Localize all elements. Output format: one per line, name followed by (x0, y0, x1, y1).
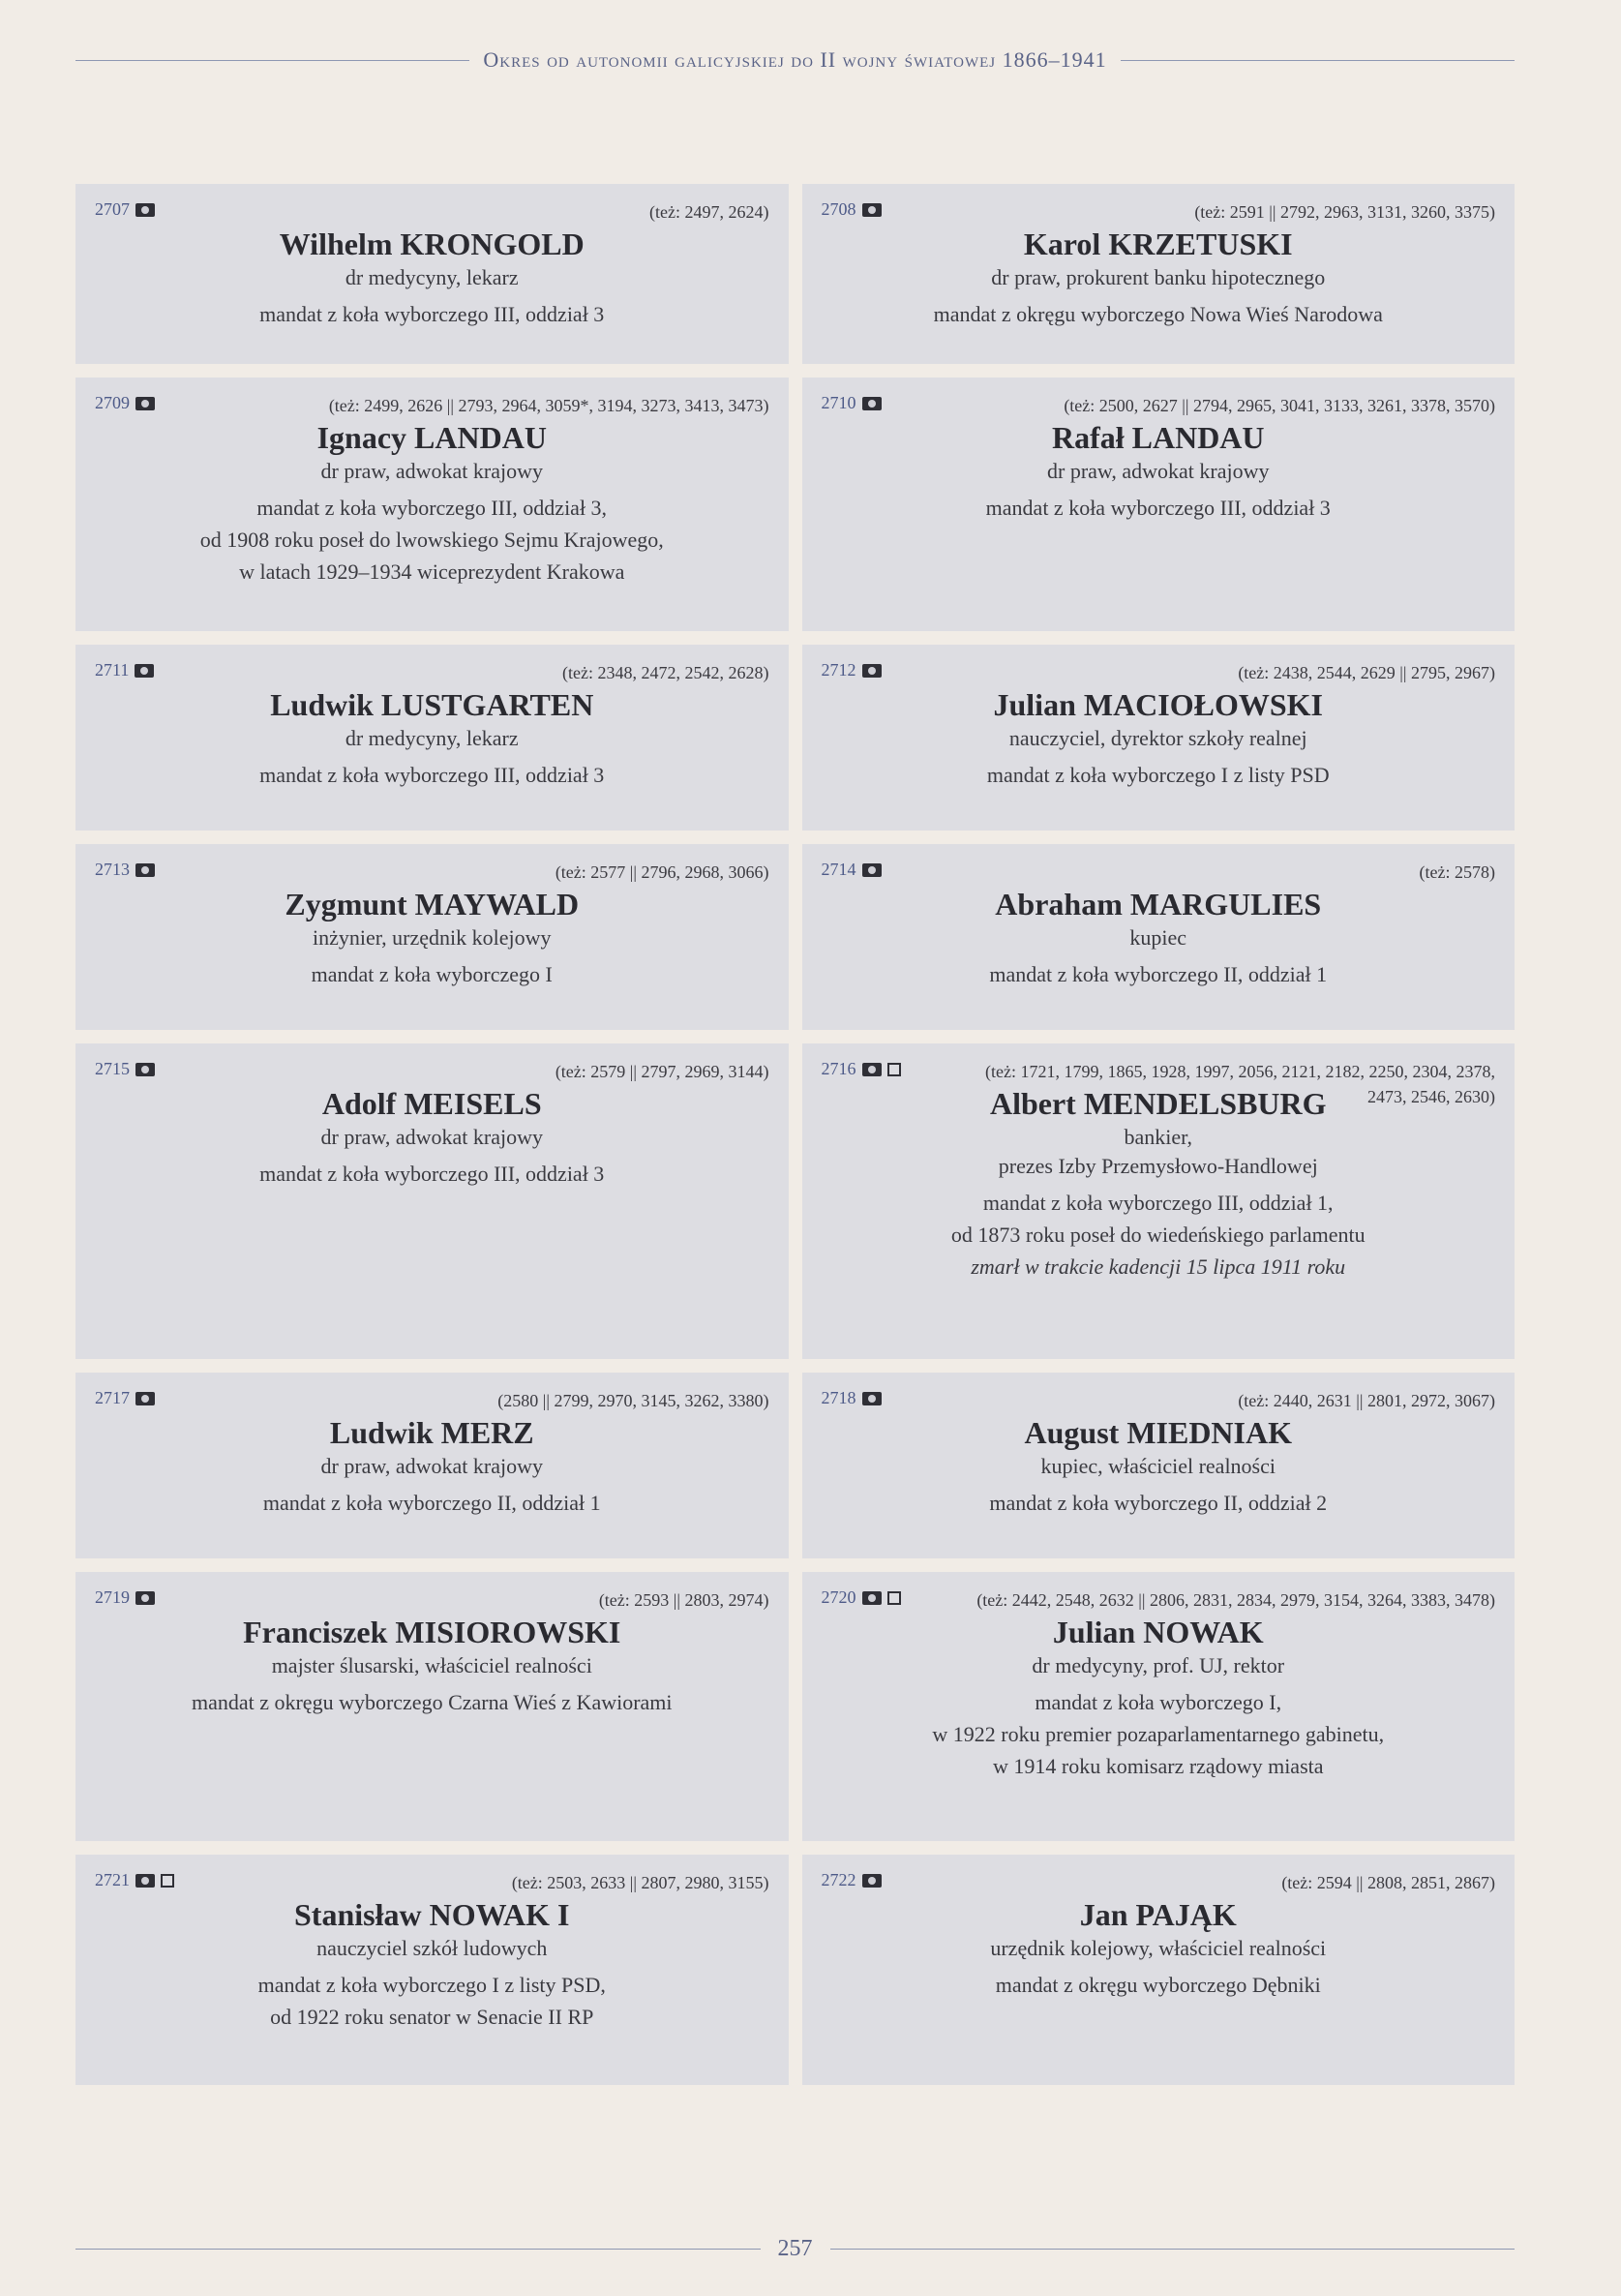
entry-header (95, 660, 769, 685)
entry-card (802, 1572, 1516, 1841)
entry-row (75, 1572, 1515, 1841)
mandate-line: mandat z koła wyborczego III, oddział 3 (259, 763, 605, 787)
photo-icon (135, 397, 155, 410)
entry-name: Ignacy LANDAU (316, 420, 547, 455)
photo-icon (135, 203, 155, 217)
square-icon (887, 1591, 901, 1605)
photo-icon (135, 1874, 155, 1888)
entry-refs: (też: 2438, 2544, 2629 || 2795, 2967) (1238, 663, 1495, 682)
entry-refs: (też: 2578) (1419, 862, 1495, 882)
page-footer (75, 2234, 1515, 2263)
entry-number-wrap (822, 199, 882, 220)
entry-card (75, 1373, 789, 1558)
entry-number: 2711 (95, 660, 130, 680)
entry-number-wrap (95, 199, 155, 220)
entry-card (75, 1855, 789, 2085)
entry-name: Julian NOWAK (1052, 1615, 1264, 1649)
photo-icon (135, 1591, 155, 1605)
mandate-line: od 1908 roku poseł do lwowskiego Sejmu Krajowego, (199, 528, 664, 552)
entry-row (75, 378, 1515, 631)
entry-header (822, 1870, 1496, 1895)
entry-profession: kupiec (1129, 925, 1187, 950)
entry-card (802, 1043, 1516, 1359)
entry-number-wrap (95, 860, 155, 880)
entry-row (75, 1373, 1515, 1558)
entry-number-wrap (822, 1587, 901, 1608)
entry-name: Ludwik MERZ (329, 1415, 534, 1450)
entry-refs: (też: 2442, 2548, 2632 || 2806, 2831, 2834, 2979, 3154, 3264, 3383, 3478) (976, 1590, 1495, 1610)
entry-row (75, 844, 1515, 1030)
entry-row (75, 1043, 1515, 1359)
footer-rule-right (830, 2249, 1516, 2250)
header-rule-right (1121, 60, 1515, 61)
photo-icon (862, 863, 882, 877)
entry-profession: dr medycyny, lekarz (345, 265, 519, 289)
entry-number: 2716 (821, 1059, 856, 1078)
photo-icon (862, 203, 882, 217)
entry-profession: kupiec, właściciel realności (1040, 1454, 1276, 1478)
entry-number: 2721 (95, 1870, 130, 1889)
entry-header (95, 1870, 769, 1895)
photo-icon (135, 1392, 155, 1405)
entry-refs: (też: 2593 || 2803, 2974) (598, 1590, 769, 1610)
entry-profession: dr medycyny, prof. UJ, rektor (1032, 1653, 1285, 1677)
entry-name: Rafał LANDAU (1051, 420, 1265, 455)
entry-note: zmarł w trakcie kadencji 15 lipca 1911 roku (971, 1254, 1346, 1279)
entry-refs: (też: 2497, 2624) (649, 202, 769, 222)
entry-row (75, 184, 1515, 364)
entry-card (75, 184, 789, 364)
entry-number: 2720 (821, 1587, 856, 1607)
entry-refs: (też: 1721, 1799, 1865, 1928, 1997, 2056, 2121, 2182, 2250, 2304, 2378, 2473, 2546, 2630) (985, 1062, 1495, 1106)
square-icon (887, 1063, 901, 1076)
entry-number: 2709 (95, 393, 130, 412)
entry-header (95, 860, 769, 885)
entry-card (802, 1855, 1516, 2085)
mandate-line: mandat z okręgu wyborczego Dębniki (995, 1973, 1321, 1997)
entry-mandate (95, 1686, 769, 1718)
mandate-line: mandat z koła wyborczego III, oddział 3, (256, 496, 608, 520)
entry-header (822, 1587, 1496, 1613)
entry-number: 2707 (95, 199, 130, 219)
header-rule-left (75, 60, 469, 61)
entry-number-wrap (822, 1388, 882, 1408)
entry-refs: (też: 2503, 2633 || 2807, 2980, 3155) (511, 1873, 769, 1892)
entry-mandate (822, 1487, 1496, 1519)
mandate-line: mandat z koła wyborczego III, oddział 1, (982, 1191, 1334, 1215)
entry-refs: (też: 2594 || 2808, 2851, 2867) (1281, 1873, 1495, 1892)
entry-mandate (822, 298, 1496, 330)
mandate-line: mandat z koła wyborczego III, oddział 3 (259, 302, 605, 326)
square-icon (161, 1874, 174, 1888)
entry-name: Franciszek MISIOROWSKI (243, 1615, 621, 1649)
entry-number: 2717 (95, 1388, 130, 1407)
entry-card (75, 1043, 789, 1359)
entry-card (802, 1373, 1516, 1558)
page-number: 257 (777, 2235, 813, 2261)
entry-mandate (822, 1686, 1496, 1782)
mandate-line: mandat z okręgu wyborczego Nowa Wieś Narodowa (933, 302, 1383, 326)
entries-grid (75, 184, 1515, 2099)
entry-number-wrap (822, 1059, 901, 1079)
mandate-line: mandat z koła wyborczego III, oddział 3 (259, 1162, 605, 1186)
entry-row (75, 1855, 1515, 2085)
entry-card (75, 844, 789, 1030)
mandate-line: od 1922 roku senator w Senacie II RP (270, 2005, 594, 2029)
entry-name: Albert MENDELSBURG (989, 1086, 1327, 1121)
entry-profession: dr medycyny, lekarz (345, 726, 519, 750)
entry-name: Jan PAJĄK (1079, 1897, 1237, 1932)
entry-name: Ludwik LUSTGARTEN (270, 687, 594, 722)
photo-icon (135, 664, 154, 678)
entry-number: 2708 (821, 199, 856, 219)
entry-mandate (95, 298, 769, 330)
entry-number: 2718 (821, 1388, 856, 1407)
photo-icon (862, 1591, 882, 1605)
entry-name: August MIEDNIAK (1024, 1415, 1292, 1450)
entry-name: Julian MACIOŁOWSKI (993, 687, 1323, 722)
photo-icon (862, 1392, 882, 1405)
mandate-line: mandat z koła wyborczego II, oddział 1 (262, 1491, 601, 1515)
entry-name: Karol KRZETUSKI (1023, 227, 1293, 261)
entry-header (95, 1059, 769, 1084)
running-title: Okres od autonomii galicyjskiej do II wojny światowej 1866–1941 (483, 47, 1107, 72)
entry-header (95, 199, 769, 225)
entry-profession: nauczyciel szkół ludowych (316, 1936, 548, 1960)
entry-profession: majster ślusarski, właściciel realności (271, 1653, 592, 1677)
mandate-line: mandat z koła wyborczego II, oddział 2 (989, 1491, 1328, 1515)
mandate-line: mandat z koła wyborczego II, oddział 1 (989, 962, 1328, 986)
entry-card (75, 1572, 789, 1841)
entry-number-wrap (822, 1870, 882, 1890)
entry-refs: (też: 2500, 2627 || 2794, 2965, 3041, 3133, 3261, 3378, 3570) (1064, 396, 1495, 415)
entry-number: 2710 (821, 393, 856, 412)
mandate-line: mandat z koła wyborczego III, oddział 3 (985, 496, 1331, 520)
entry-refs: (też: 2348, 2472, 2542, 2628) (562, 663, 769, 682)
entry-mandate (822, 958, 1496, 990)
entry-profession: dr praw, adwokat krajowy (1047, 459, 1270, 483)
entry-profession: prezes Izby Przemysłowo-Handlowej (998, 1154, 1318, 1178)
entry-card (802, 645, 1516, 831)
entry-mandate (95, 958, 769, 990)
mandate-line: mandat z okręgu wyborczego Czarna Wieś z Kawiorami (191, 1690, 673, 1714)
entry-number-wrap (822, 393, 882, 413)
photo-icon (135, 863, 155, 877)
mandate-line: od 1873 roku poseł do wiedeńskiego parlamentu (950, 1223, 1366, 1247)
entry-header (822, 199, 1496, 225)
entry-mandate (822, 1969, 1496, 2001)
entry-mandate (95, 1158, 769, 1190)
entry-refs: (też: 2591 || 2792, 2963, 3131, 3260, 3375) (1194, 202, 1495, 222)
entry-profession: bankier, (1124, 1125, 1193, 1149)
entry-card (75, 645, 789, 831)
entry-header (822, 860, 1496, 885)
mandate-line: mandat z koła wyborczego I z listy PSD, (257, 1973, 606, 1997)
entry-card (75, 378, 789, 631)
entry-header (822, 660, 1496, 685)
photo-icon (862, 1874, 882, 1888)
entry-number: 2719 (95, 1587, 130, 1607)
entry-refs: (też: 2440, 2631 || 2801, 2972, 3067) (1238, 1391, 1495, 1410)
entry-name: Wilhelm KRONGOLD (279, 227, 585, 261)
entry-mandate (822, 759, 1496, 791)
entry-number-wrap (822, 660, 882, 680)
mandate-line: mandat z koła wyborczego I z listy PSD (986, 763, 1330, 787)
entry-name: Abraham MARGULIES (995, 887, 1322, 921)
entry-header (822, 393, 1496, 418)
mandate-line: w 1914 roku komisarz rządowy miasta (992, 1754, 1324, 1778)
entry-card (802, 378, 1516, 631)
entry-name: Stanisław NOWAK I (294, 1897, 570, 1932)
entry-header (95, 393, 769, 418)
mandate-line: mandat z koła wyborczego I (311, 962, 553, 986)
entry-number: 2712 (821, 660, 856, 680)
entry-card (802, 844, 1516, 1030)
entry-mandate (95, 1969, 769, 2033)
entry-number-wrap (95, 1587, 155, 1608)
entry-mandate (95, 1487, 769, 1519)
entry-number: 2714 (821, 860, 856, 879)
photo-icon (862, 1063, 882, 1076)
entry-refs: (też: 2499, 2626 || 2793, 2964, 3059*, 3194, 3273, 3413, 3473) (328, 396, 769, 415)
entry-refs: (2580 || 2799, 2970, 3145, 3262, 3380) (497, 1391, 769, 1410)
entry-header (822, 1388, 1496, 1413)
entry-mandate (822, 1187, 1496, 1283)
entry-profession: dr praw, adwokat krajowy (320, 459, 543, 483)
entry-profession: urzędnik kolejowy, właściciel realności (990, 1936, 1327, 1960)
entry-header (95, 1587, 769, 1613)
entry-refs: (też: 2577 || 2796, 2968, 3066) (555, 862, 769, 882)
entry-mandate (822, 492, 1496, 524)
entry-profession: dr praw, adwokat krajowy (320, 1454, 543, 1478)
entry-number: 2713 (95, 860, 130, 879)
entry-mandate (95, 492, 769, 588)
entry-profession: inżynier, urzędnik kolejowy (312, 925, 552, 950)
entry-header (95, 1388, 769, 1413)
entry-profession: dr praw, prokurent banku hipotecznego (991, 265, 1326, 289)
entry-mandate (95, 759, 769, 791)
entry-profession: dr praw, adwokat krajowy (320, 1125, 543, 1149)
photo-icon (862, 397, 882, 410)
entry-number-wrap (95, 1059, 155, 1079)
entry-number-wrap (95, 393, 155, 413)
photo-icon (862, 664, 882, 678)
mandate-line: mandat z koła wyborczego I, (1035, 1690, 1282, 1714)
running-header (75, 48, 1515, 72)
entry-number-wrap (95, 660, 154, 680)
entry-card (802, 184, 1516, 364)
entry-number-wrap (95, 1388, 155, 1408)
entry-number-wrap (95, 1870, 174, 1890)
footer-rule-left (75, 2249, 761, 2250)
entry-name: Adolf MEISELS (321, 1086, 542, 1121)
entry-number: 2722 (821, 1870, 856, 1889)
entry-name: Zygmunt MAYWALD (285, 887, 580, 921)
photo-icon (135, 1063, 155, 1076)
entry-row (75, 645, 1515, 831)
entry-profession: nauczyciel, dyrektor szkoły realnej (1008, 726, 1307, 750)
mandate-line: w latach 1929–1934 wiceprezydent Krakowa (239, 559, 625, 584)
entry-number: 2715 (95, 1059, 130, 1078)
entry-number-wrap (822, 860, 882, 880)
mandate-line: w 1922 roku premier pozaparlamentarnego gabinetu, (932, 1722, 1385, 1746)
entry-refs: (też: 2579 || 2797, 2969, 3144) (555, 1062, 769, 1081)
